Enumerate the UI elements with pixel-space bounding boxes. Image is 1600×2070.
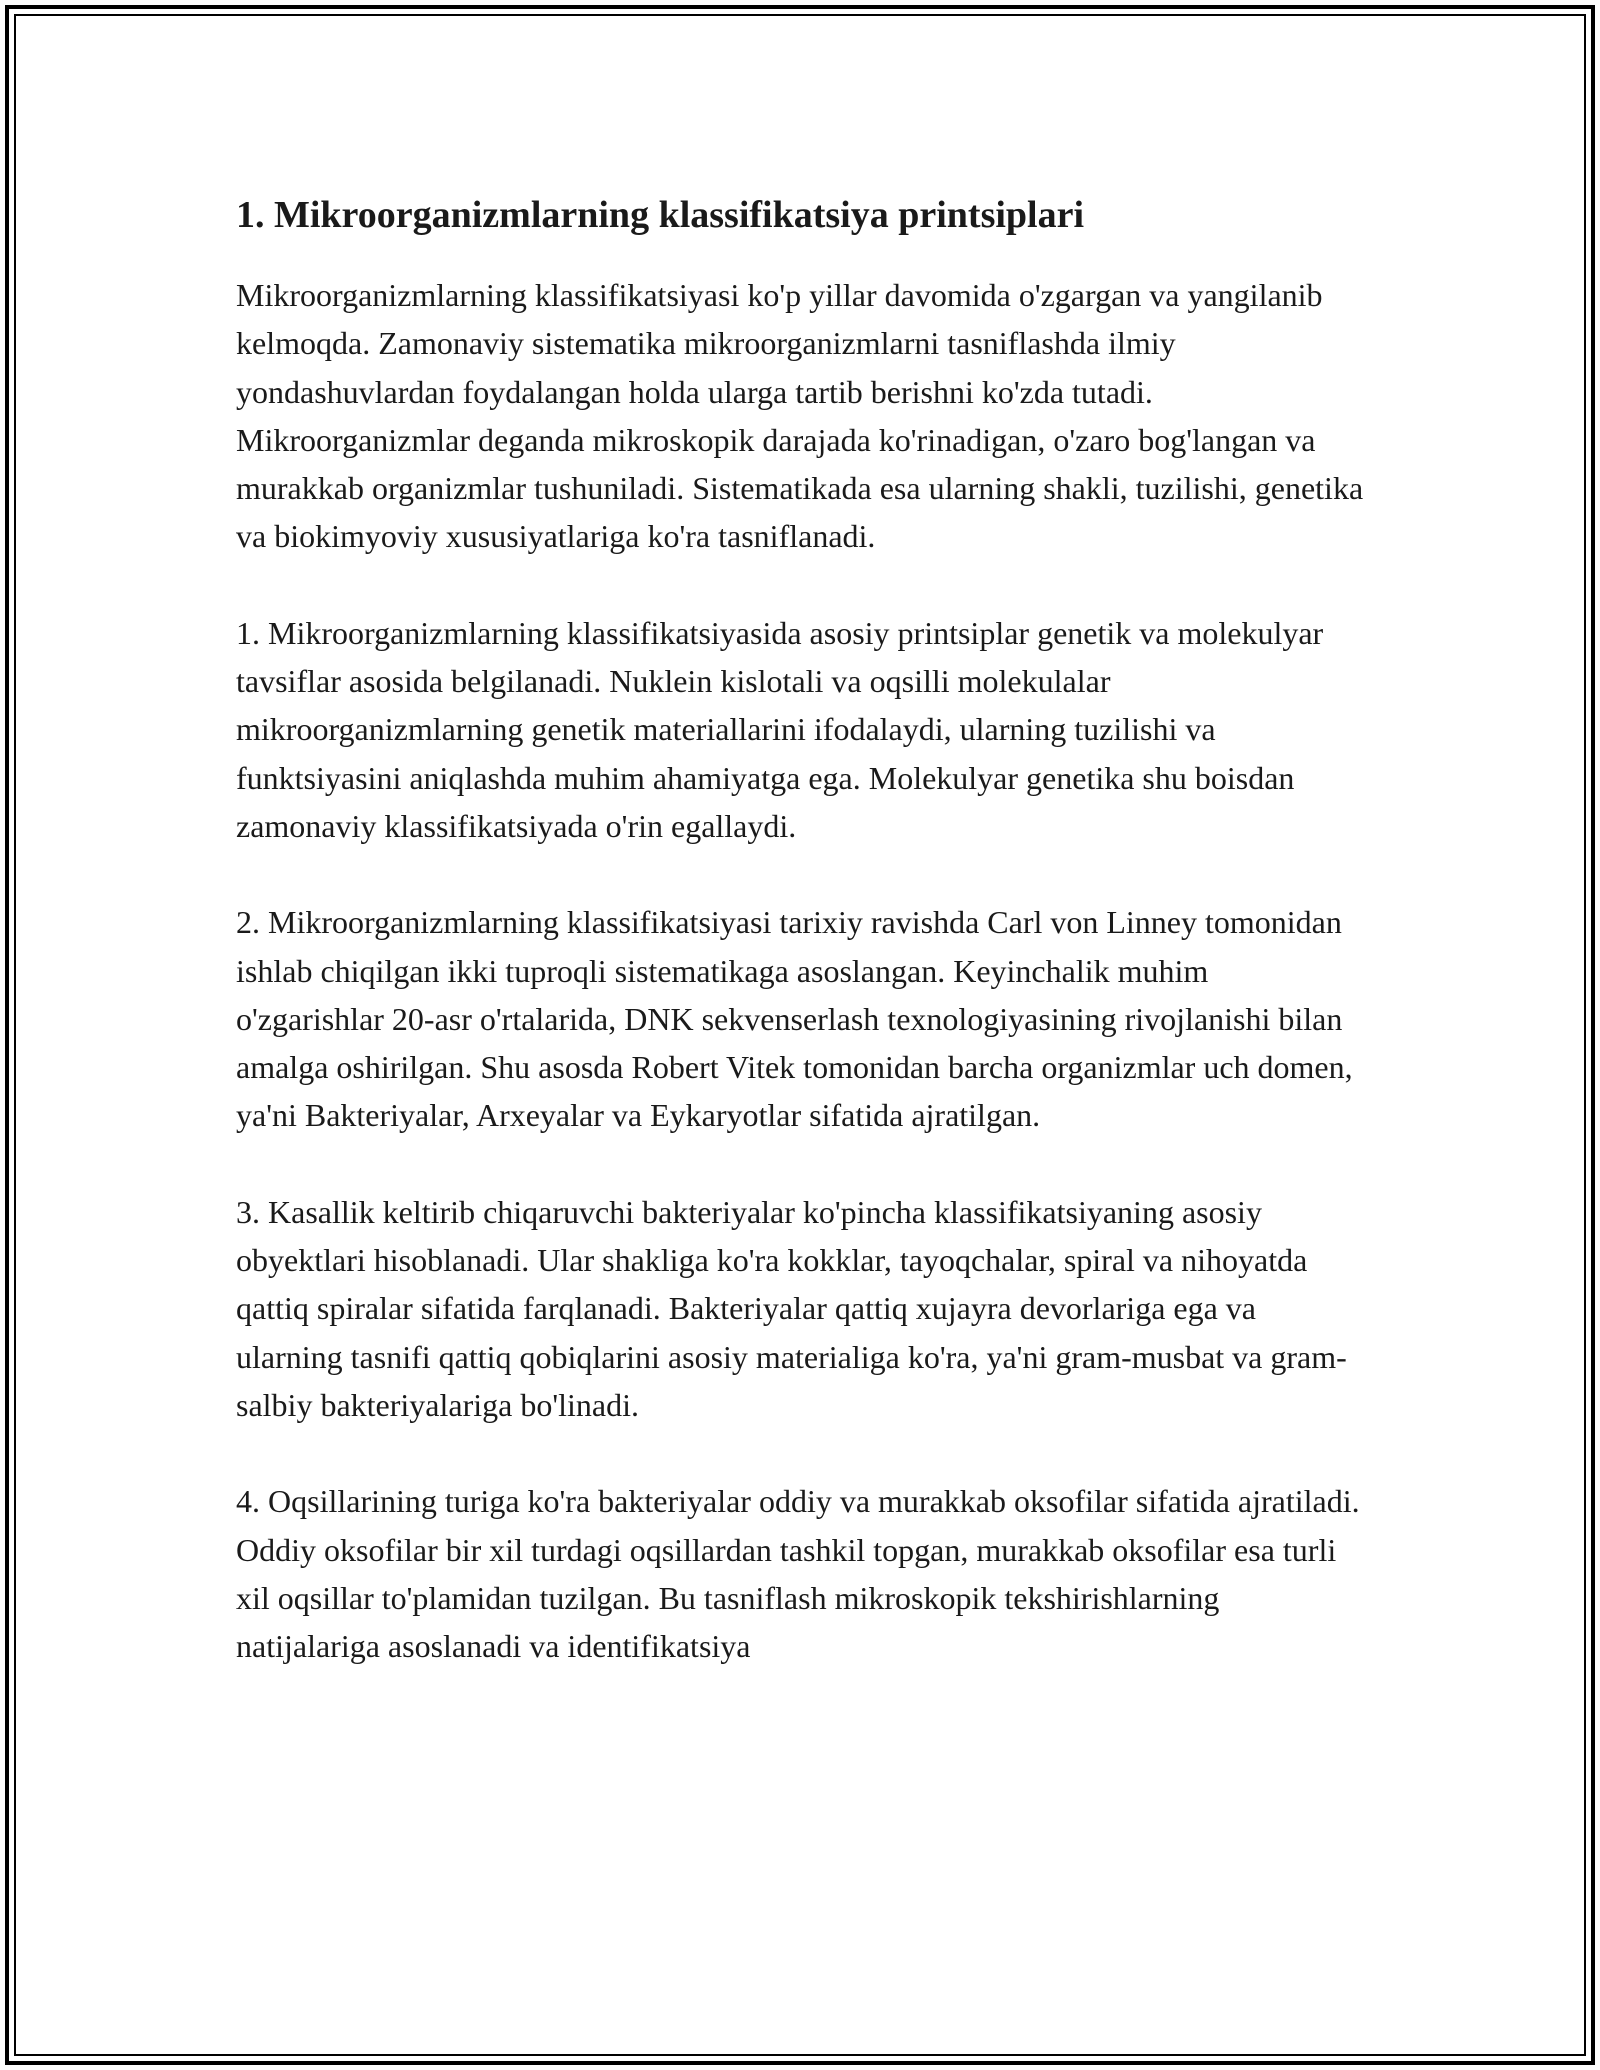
paragraph-point-4: 4. Oqsillarining turiga ko'ra bakteriyalar oddiy va murakkab oksofilar sifatida ajratiladi. Oddiy oksofilar bir xil turdagi oqsillardan tashkil topgan, murakkab oksofilar esa turli xil oqsillar to'plamidan tuzilgan. Bu tasniflash mikroskopik tekshirishlarning natijalariga asoslanadi va identifikatsiya <box>236 1483 1360 1665</box>
paragraph-point-1: 1. Mikroorganizmlarning klassifikatsiyasida asosiy printsiplar genetik va molekulyar tavsiflar asosida belgilanadi. Nuklein kislotali va oqsilli molekulalar mikroorganizmlarning genetik materiallarini ifodalaydi, ularning tuzilishi va funktsiyasini aniqlashda muhim ahamiyatga ega. Molekulyar genetika shu boisdan zamonaviy klassifikatsiyada o'rin egallaydi. <box>236 614 1324 844</box>
section-heading: 1. Mikroorganizmlarning klassifikatsiya printsiplari <box>236 194 1085 236</box>
intro-paragraph: Mikroorganizmlarning klassifikatsiyasi ko'p yillar davomida o'zgargan va yangilanib kelmoqda. Zamonaviy sistematika mikroorganizmlarni tasniflashda ilmiy yondashuvlardan foydalangan holda ularga tartib berishni ko'zda tutadi. Mikroorganizmlar deganda mikroskopik darajada ko'rinadigan, o'zaro bog'langan va murakkab organizmlar tushuniladi. Sistematikada esa ularning shakli, tuzilishi, genetika va biokimyoviy xususiyatlariga ko'ra tasniflanadi. <box>236 277 1364 555</box>
paragraph-point-2: 2. Mikroorganizmlarning klassifikatsiyasi tarixiy ravishda Carl von Linney tomonidan ishlab chiqilgan ikki tuproqli sistematikaga asoslangan. Keyinchalik muhim o'zgarishlar 20-asr o'rtalarida, DNK sekvenserlash texnologiyasining rivojlanishi bilan amalga oshirilgan. Shu asosda Robert Vitek tomonidan barcha organizmlar uch domen, ya'ni Bakteriyalar, Arxeyalar va Eykaryotlar sifatida ajratilgan. <box>236 904 1353 1134</box>
document-body <box>236 185 1364 1670</box>
paragraph-point-3: 3. Kasallik keltirib chiqaruvchi bakteriyalar ko'pincha klassifikatsiyaning asosiy obyektlari hisoblanadi. Ular shakliga ko'ra kokklar, tayoqchalar, spiral va nihoyatda qattiq spiralar sifatida farqlanadi. Bakteriyalar qattiq xujayra devorlariga ega va ularning tasnifi qattiq qobiqlarini asosiy materialiga ko'ra, ya'ni gram-musbat va gram-salbiy bakteriyalariga bo'linadi. <box>236 1193 1347 1423</box>
